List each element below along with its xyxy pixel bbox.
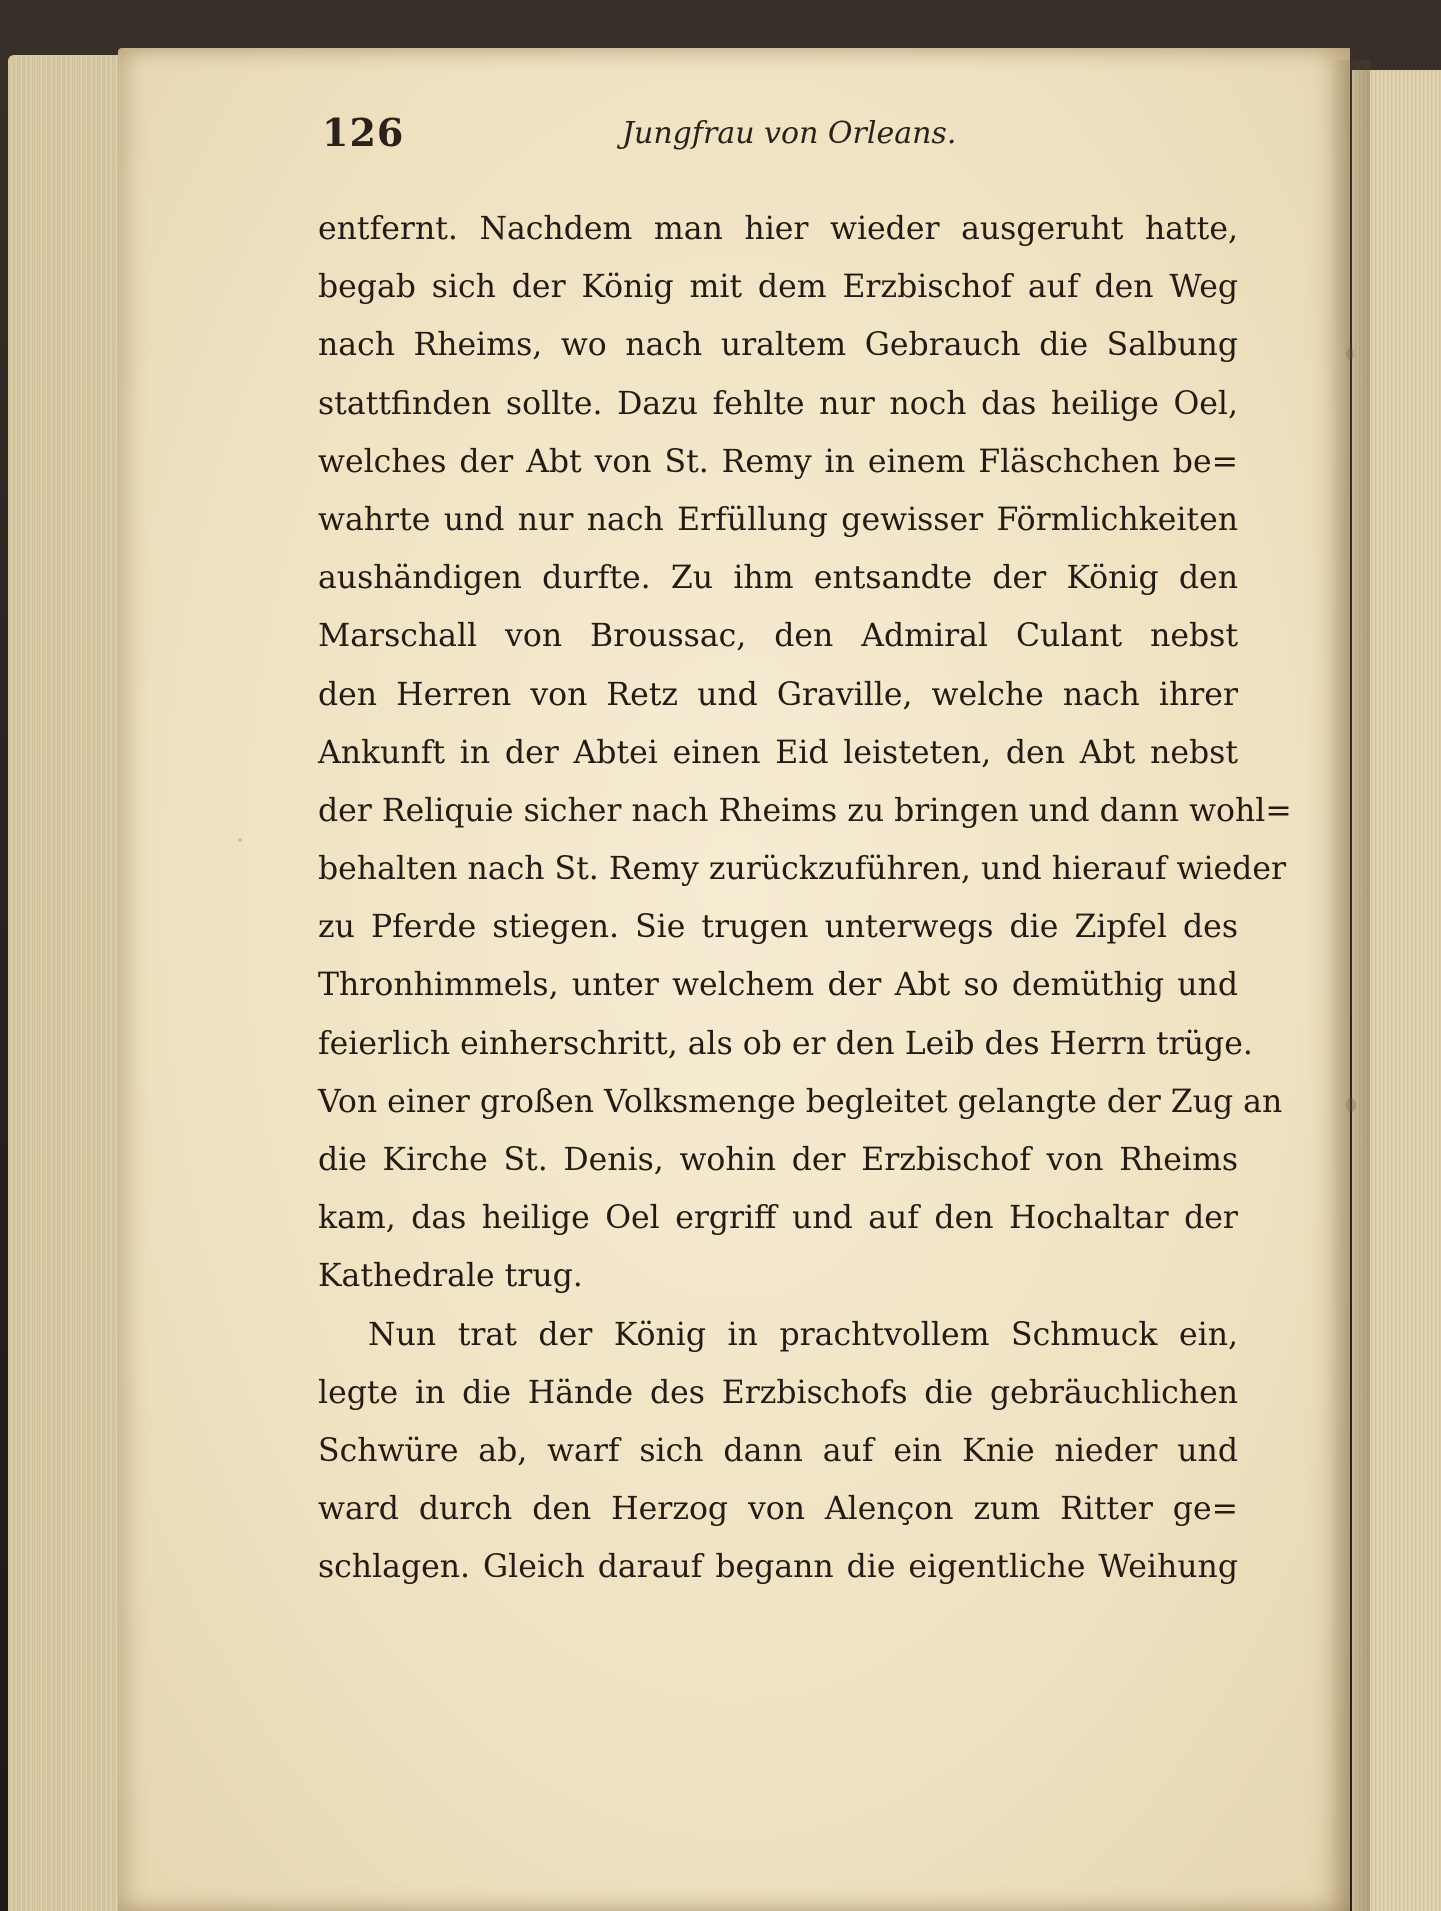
text-line: nach Rheims, wo nach uraltem Gebrauch die Salbung bbox=[318, 327, 1238, 364]
text-line: zu Pferde stiegen. Sie trugen unterwegs die Zipfel des bbox=[318, 909, 1238, 946]
paragraph-start-line: Nun trat der König in prachtvollem Schmuck ein, bbox=[368, 1316, 1238, 1353]
text-line: Kathedrale trug. bbox=[318, 1258, 583, 1295]
text-line: entfernt. Nachdem man hier wieder ausgeruht hatte, bbox=[318, 211, 1238, 247]
text-line: behalten nach St. Remy zurückzuführen, und hierauf wieder bbox=[318, 851, 1287, 888]
text-line: feierlich einherschritt, als ob er den Leib des Herrn trüge. bbox=[318, 1025, 1253, 1062]
text-line: schlagen. Gleich darauf begann die eigentliche Weihung bbox=[318, 1549, 1238, 1586]
text-line: den Herren von Retz und Graville, welche nach ihrer bbox=[318, 676, 1238, 713]
text-line: Schwüre ab, warf sich dann auf ein Knie nieder und bbox=[318, 1432, 1238, 1469]
text-line: legte in die Hände des Erzbischofs die gebräuchlichen bbox=[318, 1374, 1238, 1411]
page-number: 126 bbox=[322, 110, 405, 155]
text-line: wahrte und nur nach Erfüllung gewisser Förmlichkeiten bbox=[318, 501, 1238, 538]
text-line: die Kirche St. Denis, wohin der Erzbischof von Rheims bbox=[318, 1142, 1238, 1178]
text-line: welches der Abt von St. Remy in einem Fläschchen be= bbox=[318, 443, 1238, 480]
paper-spot bbox=[238, 838, 242, 842]
text-line: ward durch den Herzog von Alençon zum Ritter ge= bbox=[318, 1491, 1238, 1528]
text-line: stattfinden sollte. Dazu fehlte nur noch das heilige Oel, bbox=[318, 385, 1238, 422]
text-line: kam, das heilige Oel ergriff und auf den Hochaltar der bbox=[318, 1200, 1238, 1237]
text-line: Marschall von Broussac, den Admiral Culant nebst bbox=[318, 618, 1238, 655]
text-line: der Reliquie sicher nach Rheims zu bringen und dann wohl= bbox=[318, 792, 1292, 829]
page-edges-left bbox=[8, 55, 128, 1911]
text-line: aushändigen durfte. Zu ihm entsandte der König den bbox=[318, 560, 1238, 597]
text-line: Ankunft in der Abtei einen Eid leisteten, den Abt nebst bbox=[318, 734, 1238, 771]
text-line: begab sich der König mit dem Erzbischof auf den Weg bbox=[318, 269, 1238, 306]
page-header bbox=[322, 110, 962, 170]
gutter-shadow bbox=[1330, 60, 1370, 1911]
body-text bbox=[318, 200, 1292, 1597]
text-line: Von einer großen Volksmenge begleitet gelangte der Zug an bbox=[318, 1083, 1283, 1120]
running-title: Jungfrau von Orleans. bbox=[622, 116, 957, 151]
text-line: Thronhimmels, unter welchem der Abt so demüthig und bbox=[318, 967, 1238, 1004]
